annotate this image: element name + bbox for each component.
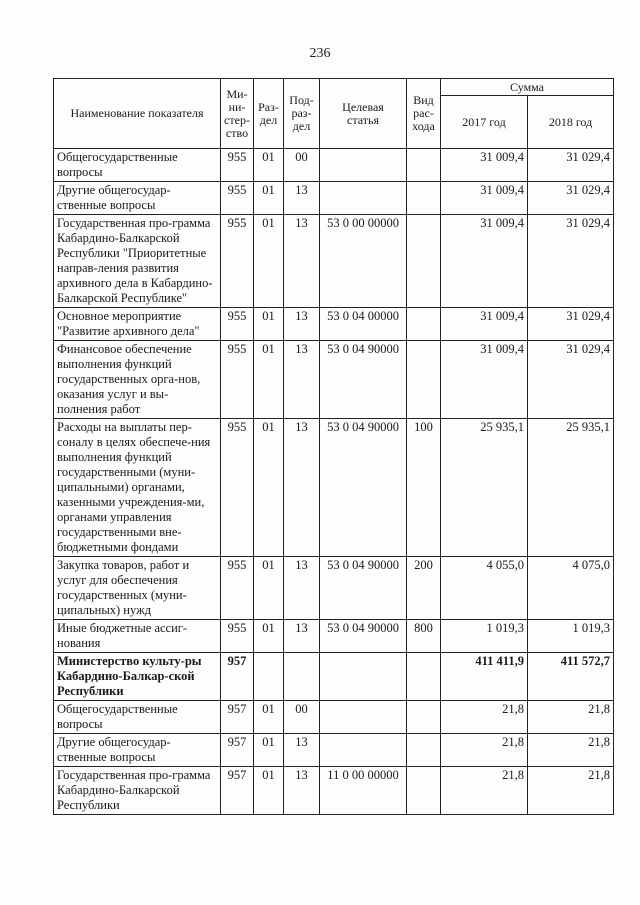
table-row — [54, 557, 614, 620]
header-name: Наименование показателя — [54, 79, 221, 149]
row-2017-cell: 4 055,0 — [441, 557, 528, 620]
row-subsection-cell: 13 — [284, 215, 320, 308]
row-ministry-cell: 955 — [221, 419, 254, 557]
row-subsection-cell: 13 — [284, 182, 320, 215]
row-2018-cell: 31 029,4 — [528, 149, 614, 182]
row-expense-type-cell — [407, 215, 441, 308]
row-section-cell: 01 — [254, 341, 284, 419]
row-name-cell: Финансовое обеспечение выполнения функций государственных орга-нов, оказания услуг и вы-полнения работ — [54, 341, 221, 419]
row-subsection-cell — [284, 653, 320, 701]
row-target-cell — [320, 149, 407, 182]
row-2017-cell: 21,8 — [441, 701, 528, 734]
row-2017-cell: 31 009,4 — [441, 341, 528, 419]
row-target-cell — [320, 734, 407, 767]
row-section-cell: 01 — [254, 701, 284, 734]
page-number: 236 — [309, 46, 331, 61]
table-row — [54, 419, 614, 557]
header-year-2017: 2017 год — [441, 96, 528, 149]
header-target: Целевая статья — [320, 79, 407, 149]
table-row — [54, 182, 614, 215]
row-ministry-cell: 955 — [221, 215, 254, 308]
table-row — [54, 701, 614, 734]
row-2018-cell: 31 029,4 — [528, 308, 614, 341]
row-subsection-cell: 00 — [284, 149, 320, 182]
row-target-cell: 11 0 00 00000 — [320, 767, 407, 815]
row-subsection-cell: 13 — [284, 419, 320, 557]
row-subsection-cell: 13 — [284, 734, 320, 767]
row-name-cell: Государственная про-грамма Кабардино-Балкарской Республики — [54, 767, 221, 815]
row-target-cell: 53 0 04 90000 — [320, 557, 407, 620]
row-expense-type-cell: 100 — [407, 419, 441, 557]
row-expense-type-cell — [407, 734, 441, 767]
row-section-cell: 01 — [254, 419, 284, 557]
row-section-cell: 01 — [254, 149, 284, 182]
row-ministry-cell: 955 — [221, 308, 254, 341]
row-2017-cell: 1 019,3 — [441, 620, 528, 653]
header-section: Раз- дел — [254, 79, 284, 149]
row-subsection-cell: 13 — [284, 620, 320, 653]
row-subsection-cell: 13 — [284, 341, 320, 419]
table-row — [54, 653, 614, 701]
row-name-cell: Иные бюджетные ассиг-нования — [54, 620, 221, 653]
row-expense-type-cell — [407, 308, 441, 341]
row-2017-cell: 25 935,1 — [441, 419, 528, 557]
row-2017-cell: 411 411,9 — [441, 653, 528, 701]
header-sum: Сумма — [441, 79, 614, 96]
header-expense-type: Вид рас- хода — [407, 79, 441, 149]
row-2017-cell: 31 009,4 — [441, 215, 528, 308]
row-section-cell — [254, 653, 284, 701]
table-row — [54, 767, 614, 815]
row-target-cell: 53 0 00 00000 — [320, 215, 407, 308]
row-ministry-cell: 955 — [221, 341, 254, 419]
row-section-cell: 01 — [254, 215, 284, 308]
row-2018-cell: 21,8 — [528, 701, 614, 734]
row-ministry-cell: 957 — [221, 653, 254, 701]
row-2017-cell: 31 009,4 — [441, 308, 528, 341]
row-section-cell: 01 — [254, 308, 284, 341]
row-section-cell: 01 — [254, 557, 284, 620]
row-name-cell: Общегосударственные вопросы — [54, 149, 221, 182]
row-2018-cell: 1 019,3 — [528, 620, 614, 653]
row-2017-cell: 31 009,4 — [441, 182, 528, 215]
header-ministry: Ми- ни- стер- ство — [221, 79, 254, 149]
row-target-cell: 53 0 04 90000 — [320, 341, 407, 419]
row-ministry-cell: 955 — [221, 620, 254, 653]
row-expense-type-cell — [407, 653, 441, 701]
row-2018-cell: 31 029,4 — [528, 215, 614, 308]
row-2018-cell: 4 075,0 — [528, 557, 614, 620]
row-2017-cell: 21,8 — [441, 767, 528, 815]
row-section-cell: 01 — [254, 734, 284, 767]
row-2018-cell: 411 572,7 — [528, 653, 614, 701]
row-section-cell: 01 — [254, 767, 284, 815]
row-name-cell: Общегосударственные вопросы — [54, 701, 221, 734]
row-section-cell: 01 — [254, 182, 284, 215]
table-row — [54, 341, 614, 419]
row-expense-type-cell: 800 — [407, 620, 441, 653]
row-target-cell — [320, 701, 407, 734]
table-row — [54, 734, 614, 767]
row-ministry-cell: 957 — [221, 734, 254, 767]
table-row — [54, 620, 614, 653]
row-ministry-cell: 955 — [221, 182, 254, 215]
row-2018-cell: 31 029,4 — [528, 182, 614, 215]
row-name-cell: Основное мероприятие "Развитие архивного дела" — [54, 308, 221, 341]
row-2018-cell: 21,8 — [528, 767, 614, 815]
row-ministry-cell: 955 — [221, 149, 254, 182]
table-row — [54, 308, 614, 341]
row-expense-type-cell — [407, 182, 441, 215]
row-target-cell: 53 0 04 00000 — [320, 308, 407, 341]
row-2018-cell: 21,8 — [528, 734, 614, 767]
budget-table — [53, 78, 614, 815]
table-row — [54, 215, 614, 308]
row-target-cell — [320, 182, 407, 215]
row-target-cell: 53 0 04 90000 — [320, 419, 407, 557]
row-ministry-cell: 955 — [221, 557, 254, 620]
row-subsection-cell: 00 — [284, 701, 320, 734]
table-row — [54, 149, 614, 182]
row-subsection-cell: 13 — [284, 308, 320, 341]
row-expense-type-cell — [407, 341, 441, 419]
header-subsection: Под- раз- дел — [284, 79, 320, 149]
row-target-cell — [320, 653, 407, 701]
row-name-cell: Другие общегосудар-ственные вопросы — [54, 182, 221, 215]
row-2018-cell: 25 935,1 — [528, 419, 614, 557]
header-year-2018: 2018 год — [528, 96, 614, 149]
row-subsection-cell: 13 — [284, 557, 320, 620]
row-expense-type-cell — [407, 767, 441, 815]
row-name-cell: Министерство культу-ры Кабардино-Балкар-ской Республики — [54, 653, 221, 701]
row-target-cell: 53 0 04 90000 — [320, 620, 407, 653]
row-name-cell: Государственная про-грамма Кабардино-Балкарской Республики "Приоритетные направ-ления развития архивного дела в Кабардино-Балкарской Республике" — [54, 215, 221, 308]
row-name-cell: Расходы на выплаты пер-соналу в целях обеспече-ния выполнения функций государственными (муни-ципальными) органами, казенными учреждения-ми, органами управления государственными вне-бюджетными фондами — [54, 419, 221, 557]
row-expense-type-cell — [407, 149, 441, 182]
row-2018-cell: 31 029,4 — [528, 341, 614, 419]
row-ministry-cell: 957 — [221, 767, 254, 815]
row-2017-cell: 31 009,4 — [441, 149, 528, 182]
row-subsection-cell: 13 — [284, 767, 320, 815]
row-2017-cell: 21,8 — [441, 734, 528, 767]
row-expense-type-cell — [407, 701, 441, 734]
row-name-cell: Закупка товаров, работ и услуг для обеспечения государственных (муни-ципальных) нужд — [54, 557, 221, 620]
row-ministry-cell: 957 — [221, 701, 254, 734]
row-section-cell: 01 — [254, 620, 284, 653]
row-expense-type-cell: 200 — [407, 557, 441, 620]
row-name-cell: Другие общегосудар-ственные вопросы — [54, 734, 221, 767]
